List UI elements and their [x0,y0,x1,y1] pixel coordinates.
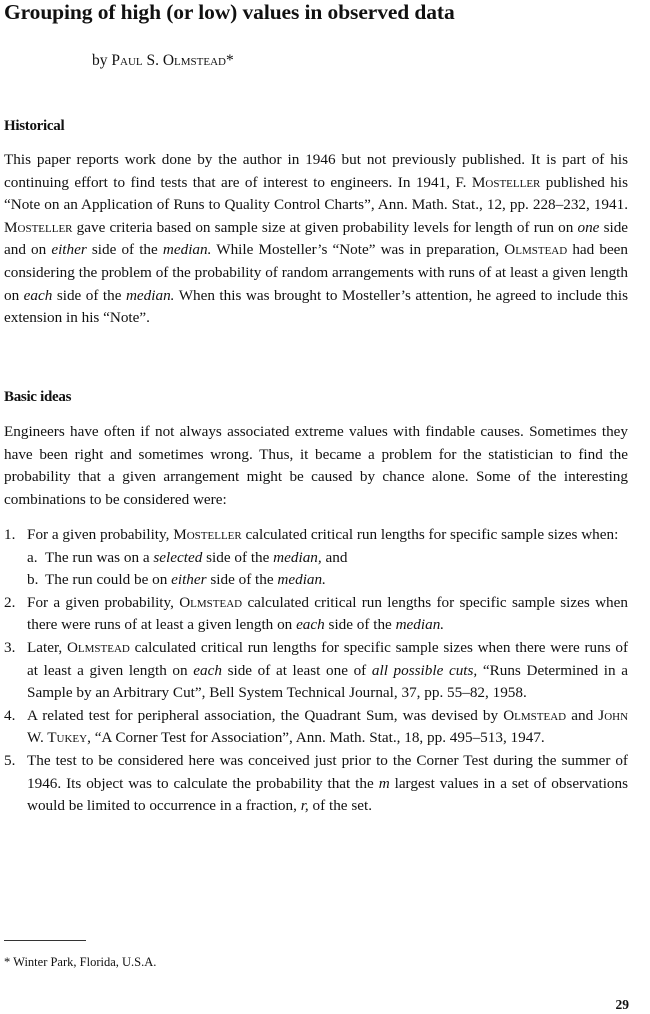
author-olmstead: Olmstead [504,241,568,259]
footnote-divider [4,940,86,941]
list-item: 2. For a given probability, Olmstead calculated critical run lengths for specific sample sizes when there were runs of at least a given length on each side of the median. [4,593,628,634]
basic-ideas-paragraph: Engineers have often if not always associated extreme values with findable causes. Sometimes they have been right and sometimes wrong. Thus, it became a problem for the statistician to find the probability that a given arrangement might be caused by chance alone. Some of the interesting combinations to be considered were: [4,423,628,508]
author-tukey: John W. Tukey, [27,706,629,747]
sub-list-item: a. The run was on a selected side of the median, and [27,548,348,566]
author-olmstead: Olmstead [503,706,567,724]
footnote-mark: * [4,955,11,969]
byline-prefix: by [92,52,108,69]
section-heading-historical: Historical [4,118,65,134]
author-mosteller: Mosteller [471,173,541,191]
author-name: Paul S. Olmstead [111,52,226,69]
list-item: 4. A related test for peripheral association, the Quadrant Sum, was devised by Olmstead and John W. Tukey, “A Corner Test for Association”, Ann. Math. Stat., 18, pp. 495–513, 1947. [4,706,629,747]
byline [92,52,234,70]
author-mosteller: Mosteller [173,526,242,543]
footnote [4,955,156,970]
historical-paragraph: This paper reports work done by the author in 1946 but not previously published. It is part of his continuing effort to find tests that are of interest to engineers. In 1941, F. Mosteller published his “Note on an Application of Runs to Quality Control Charts”, Ann. Math. Stat., 12, pp. 228–232, 1941. Mosteller gave criteria based on sample size at given probability levels for length of run on one side and on either side of the median. While Mosteller’s “Note” was in preparation, Olmstead had been considering the problem of the probability of random arrangements with runs of at least a given length on each side of the median. When this was brought to Mosteller’s attention, he agreed to include this extension in his “Note”. [4,151,629,327]
combinations-list [4,524,628,818]
author-footnote-mark: * [226,52,234,69]
list-item: 3. Later, Olmstead calculated critical run lengths for specific sample sizes when there were runs of at least a given length on each side of at least one of all possible cuts, “Runs Determined in a Sample by an Arbitrary Cut”, Bell System Technical Journal, 37, pp. 55–82, 1958. [4,638,629,702]
sub-list [27,547,628,592]
author-olmstead: Olmstead [66,638,130,656]
footnote-text: Winter Park, Florida, U.S.A. [13,955,157,969]
list-item: 5. The test to be considered here was conceived just prior to the Corner Test during the summer of 1946. Its object was to calculate the probability that the m largest values in a set of observations would be limited to occurrence in a fraction, r, of the set. [4,751,629,815]
paper-title: Grouping of high (or low) values in observed data [4,0,455,24]
author-mosteller: Mosteller [4,218,73,236]
page-number: 29 [615,997,629,1012]
list-item: 1. For a given probability, Mosteller calculated critical run lengths for specific sample sizes when: a. The run was on a selected side of the median, and b. The run could be on either side of the median. [4,524,628,592]
sub-list-item: b. The run could be on either side of the median. [27,571,326,589]
section-heading-basic-ideas: Basic ideas [4,389,72,405]
author-olmstead: Olmstead [179,593,243,611]
